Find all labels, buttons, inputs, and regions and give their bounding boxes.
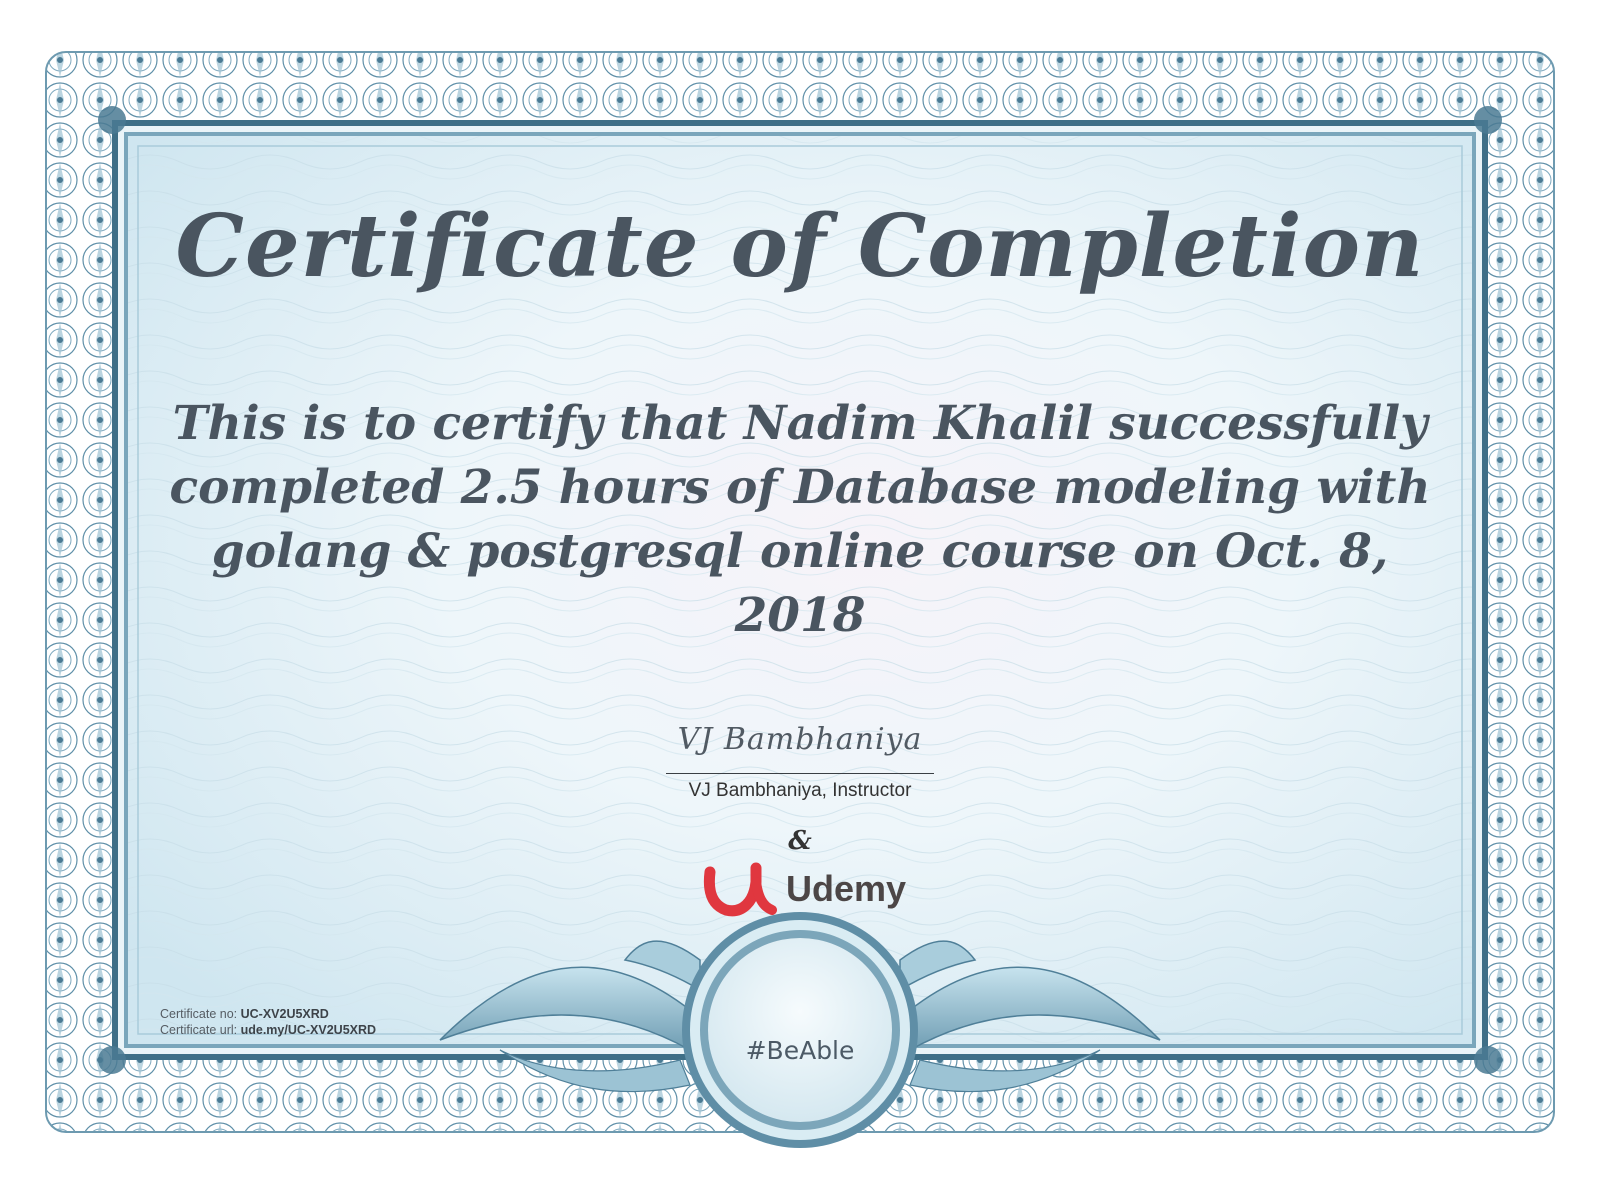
certificate-url[interactable]: ude.my/UC-XV2U5XRD [240, 1023, 377, 1037]
seal-text: #BeAble [745, 1036, 855, 1065]
certificate-title: Certificate of Completion [175, 196, 1425, 297]
certificate-number: UC-XV2U5XRD [240, 1007, 329, 1021]
signature-line [666, 773, 934, 774]
certificate-number-row [160, 1006, 376, 1022]
instructor-caption: VJ Bambhaniya, Instructor [688, 780, 912, 801]
certification-statement: This is to certify that Nadim Khalil successfully completed 2.5 hours of Database modeling with golang & postgresql online course on Oct. 8, 2018 [169, 396, 1431, 643]
certificate-url-row [160, 1022, 376, 1038]
certificate-details [160, 1006, 376, 1038]
certificate-number-label: Certificate no: [160, 1007, 238, 1021]
beable-seal-icon [682, 912, 918, 1148]
certificate-url-label: Certificate url: [160, 1023, 238, 1037]
ampersand: & [788, 826, 812, 856]
instructor-signature: VJ Bambhaniya [677, 722, 923, 757]
udemy-wordmark: Udemy [786, 868, 907, 909]
udemy-logo-icon [700, 858, 778, 918]
